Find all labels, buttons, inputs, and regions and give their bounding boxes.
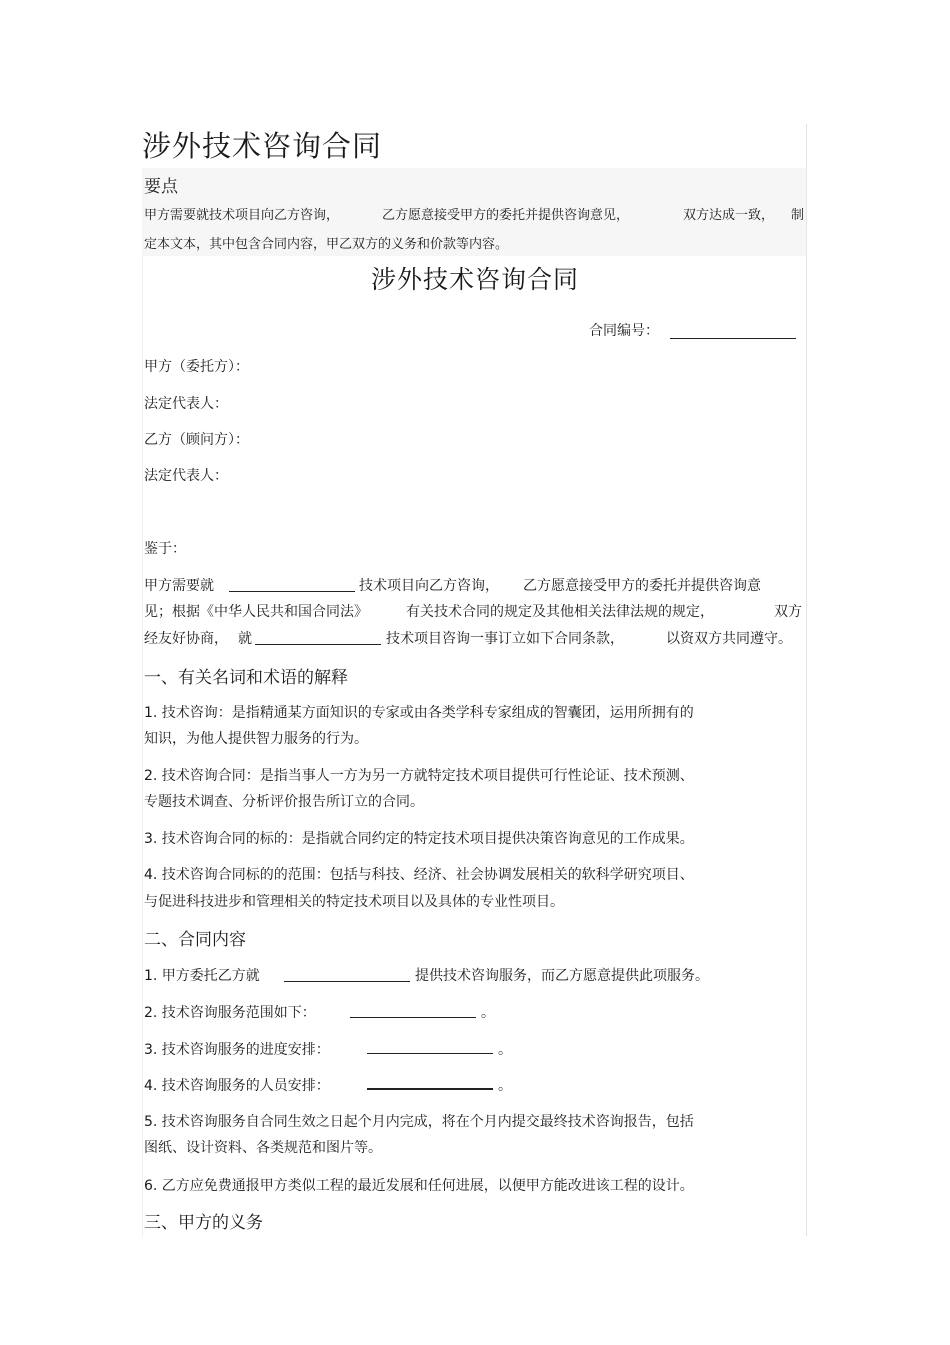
section-1-heading: 一、有关名词和术语的解释 (144, 668, 348, 688)
term-1-line-1: 1. 技术咨询：是指精通某方面知识的专家或由各类学科专家组成的智囊团，运用所拥有的 (144, 705, 694, 721)
content-1-blank[interactable] (284, 981, 410, 982)
party-a-label: 甲方（委托方）： (144, 359, 249, 375)
party-a-rep-label: 法定代表人： (144, 396, 228, 412)
content-5-line-1: 5. 技术咨询服务自合同生效之日起个月内完成，将在个月内提交最终技术咨询报告，包括 (144, 1114, 694, 1130)
content-4-blank[interactable] (367, 1088, 493, 1090)
contract-title: 涉外技术咨询合同 (370, 265, 579, 294)
summary-text-1a: 甲方需要就技术项目向乙方咨询， (144, 208, 340, 223)
section-3-heading: 三、甲方的义务 (144, 1213, 263, 1233)
document-title: 涉外技术咨询合同 (142, 129, 383, 163)
content-2-blank[interactable] (350, 1017, 476, 1018)
whereas-1a: 甲方需要就 (144, 578, 214, 594)
content-2-period: 。 (481, 1005, 495, 1021)
summary-text-1d: 制 (791, 208, 805, 223)
whereas-1b: 技术项目向乙方咨询， (359, 578, 499, 594)
content-3-blank[interactable] (367, 1053, 493, 1054)
term-4-line-2: 与促进科技进步和管理相关的特定技术项目以及具体的专业性项目。 (144, 894, 564, 910)
whereas-3d: 以资双方共同遵守。 (666, 631, 792, 647)
content-4-period: 。 (498, 1078, 512, 1094)
contract-number-blank[interactable] (670, 338, 796, 339)
summary-text-2: 定本文本，其中包含合同内容，甲乙双方的义务和价款等内容。 (144, 237, 509, 252)
content-4: 4. 技术咨询服务的人员安排： (144, 1078, 330, 1094)
summary-text-1b: 乙方愿意接受甲方的委托并提供咨询意见， (382, 208, 630, 223)
whereas-2a: 见；根据《中华人民共和国合同法》 (144, 604, 368, 620)
project-blank-2[interactable] (255, 644, 381, 645)
whereas-label: 鉴于： (144, 541, 186, 557)
term-2-line-1: 2. 技术咨询合同：是指当事人一方为另一方就特定技术项目提供可行性论证、技术预测、 (144, 768, 694, 784)
party-b-rep-label: 法定代表人： (144, 468, 228, 484)
term-3-line-1: 3. 技术咨询合同的标的：是指就合同约定的特定技术项目提供决策咨询意见的工作成果。 (144, 831, 694, 847)
party-b-label: 乙方（顾问方）： (144, 432, 249, 448)
content-1a: 1. 甲方委托乙方就 (144, 968, 260, 984)
whereas-3c: 技术项目咨询一事订立如下合同条款， (386, 631, 624, 647)
content-3: 3. 技术咨询服务的进度安排： (144, 1042, 330, 1058)
whereas-2c: 双方 (774, 604, 802, 620)
summary-text-1c: 双方达成一致， (683, 208, 775, 223)
page-border-left (142, 255, 143, 1236)
content-6: 6. 乙方应免费通报甲方类似工程的最近发展和任何进展，以便甲方能改进该工程的设计。 (144, 1178, 694, 1194)
term-1-line-2: 知识，为他人提供智力服务的行为。 (144, 731, 368, 747)
whereas-3a: 经友好协商， (144, 631, 228, 647)
contract-number-label: 合同编号： (589, 323, 659, 339)
project-blank-1[interactable] (229, 591, 355, 592)
content-2: 2. 技术咨询服务范围如下： (144, 1005, 316, 1021)
content-3-period: 。 (498, 1042, 512, 1058)
whereas-1c: 乙方愿意接受甲方的委托并提供咨询意 (523, 578, 761, 594)
summary-heading: 要点 (144, 177, 178, 197)
whereas-2b: 有关技术合同的规定及其他相关法律法规的规定， (406, 604, 714, 620)
term-2-line-2: 专题技术调查、分析评价报告所订立的合同。 (144, 794, 424, 810)
content-5-line-2: 图纸、设计资料、各类规范和图片等。 (144, 1140, 382, 1156)
term-4-line-1: 4. 技术咨询合同标的的范围：包括与科技、经济、社会协调发展相关的软科学研究项目、 (144, 867, 694, 883)
section-2-heading: 二、合同内容 (144, 930, 246, 950)
content-1b: 提供技术咨询服务，而乙方愿意提供此项服务。 (415, 968, 709, 984)
whereas-3b: 就 (238, 631, 252, 647)
